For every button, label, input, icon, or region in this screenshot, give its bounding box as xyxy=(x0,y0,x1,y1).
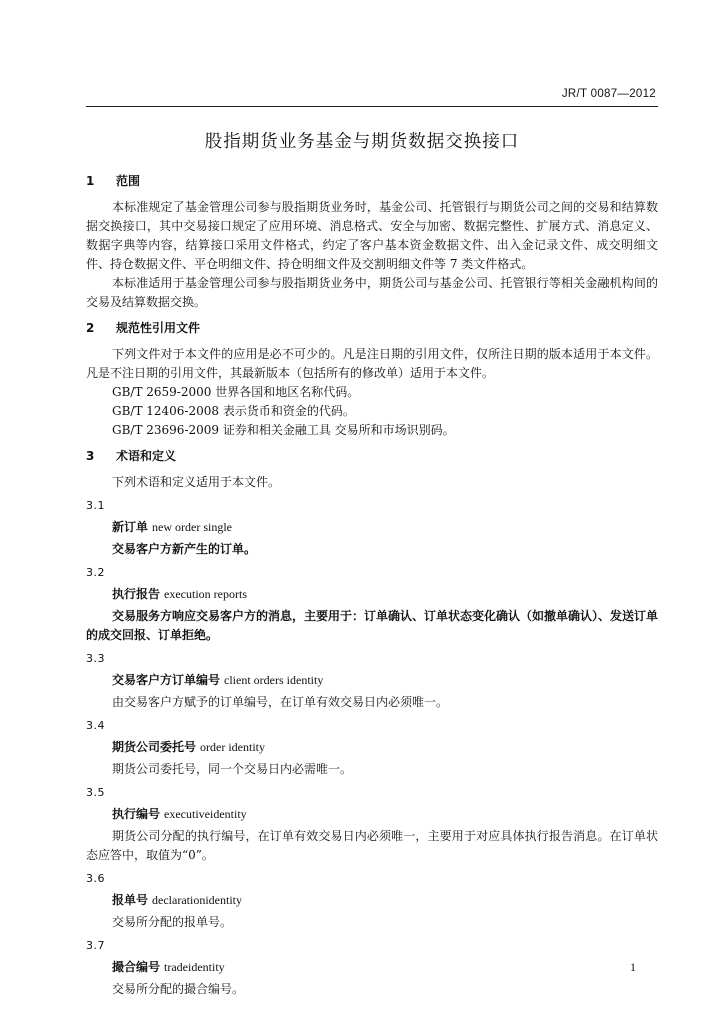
term-definition: 期货公司分配的执行编号，在订单有效交易日内必须唯一，主要用于对应具体执行报告消息。在订单状态应答中，取值为“0”。 xyxy=(86,829,658,862)
term-3-7 xyxy=(86,936,658,999)
term-chinese: 执行编号 xyxy=(112,807,161,821)
term-definition: 交易所分配的撮合编号。 xyxy=(112,982,245,996)
term-definition: 交易所分配的报单号。 xyxy=(112,915,233,929)
section-title: 术语和定义 xyxy=(116,449,177,463)
page-number: 1 xyxy=(630,960,636,974)
section-number: 3 xyxy=(86,449,95,463)
term-english: declarationidentity xyxy=(152,893,242,907)
section-number: 1 xyxy=(86,174,95,188)
term-definition: 交易客户方新产生的订单。 xyxy=(112,542,257,556)
term-english: order identity xyxy=(200,740,265,754)
term-number: 3.1 xyxy=(86,499,105,512)
section-heading-2 xyxy=(86,319,658,338)
scope-paragraph-1: 本标准规定了基金管理公司参与股指期货业务时，基金公司、托管银行与期货公司之间的交易和结算数据交换接口，其中交易接口规定了应用环境、消息格式、安全与加密、数据完整性、扩展方式、消息定义、数据字典等内容，结算接口采用文件格式，约定了客户基本资金数据文件、出入金记录文件、成交明细文件、持仓数据文件、平仓明细文件、持仓明细文件及交割明细文件等 7 类文件格式。 xyxy=(86,200,658,271)
term-definition: 由交易客户方赋予的订单编号，在订单有效交易日内必须唯一。 xyxy=(112,695,449,709)
section-title: 范围 xyxy=(116,174,141,188)
term-english: client orders identity xyxy=(224,673,324,687)
term-english: executiveidentity xyxy=(164,807,247,821)
term-3-5 xyxy=(86,783,658,865)
document-title: 股指期货业务基金与期货数据交换接口 xyxy=(204,132,520,152)
reference-item: GB/T 23696-2009 证券和相关金融工具 交易所和市场识别码。 xyxy=(112,423,455,437)
header-rule xyxy=(86,106,658,107)
term-number: 3.6 xyxy=(86,872,105,885)
term-chinese: 执行报告 xyxy=(112,587,161,601)
term-3-4 xyxy=(86,716,658,779)
term-number: 3.7 xyxy=(86,939,105,952)
scope-paragraph-2: 本标准适用于基金管理公司参与股指期货业务中，期货公司与基金公司、托管银行等相关金融机构间的交易及结算数据交换。 xyxy=(86,276,658,309)
terms-intro: 下列术语和定义适用于本文件。 xyxy=(112,475,281,489)
reference-item: GB/T 12406-2008 表示货币和资金的代码。 xyxy=(112,404,355,418)
term-number: 3.5 xyxy=(86,786,105,799)
section-number: 2 xyxy=(86,321,95,335)
term-3-3 xyxy=(86,649,658,712)
term-3-6 xyxy=(86,869,658,932)
term-definition: 期货公司委托号，同一个交易日内必需唯一。 xyxy=(112,762,353,776)
term-english: execution reports xyxy=(164,587,247,601)
term-chinese: 交易客户方订单编号 xyxy=(112,673,221,687)
term-english: new order single xyxy=(152,520,232,534)
term-chinese: 撮合编号 xyxy=(112,960,161,974)
term-number: 3.3 xyxy=(86,652,105,665)
term-chinese: 新订单 xyxy=(112,520,149,534)
document-body xyxy=(86,172,658,999)
term-chinese: 报单号 xyxy=(112,893,149,907)
term-number: 3.4 xyxy=(86,719,105,732)
term-3-2 xyxy=(86,563,658,645)
term-chinese: 期货公司委托号 xyxy=(112,740,197,754)
section-heading-3 xyxy=(86,447,658,466)
section-heading-1 xyxy=(86,172,658,191)
term-number: 3.2 xyxy=(86,566,105,579)
term-3-1 xyxy=(86,496,658,559)
section-title: 规范性引用文件 xyxy=(116,321,201,335)
term-english: tradeidentity xyxy=(164,960,225,974)
references-paragraph: 下列文件对于本文件的应用是必不可少的。凡是注日期的引用文件，仅所注日期的版本适用于本文件。凡是不注日期的引用文件，其最新版本（包括所有的修改单）适用于本文件。 xyxy=(86,347,658,380)
document-code: JR/T 0087—2012 xyxy=(561,88,656,100)
reference-item: GB/T 2659-2000 世界各国和地区名称代码。 xyxy=(112,385,360,399)
term-definition: 交易服务方响应交易客户方的消息，主要用于：订单确认、订单状态变化确认（如撤单确认）、发送订单的成交回报、订单拒绝。 xyxy=(86,609,659,642)
